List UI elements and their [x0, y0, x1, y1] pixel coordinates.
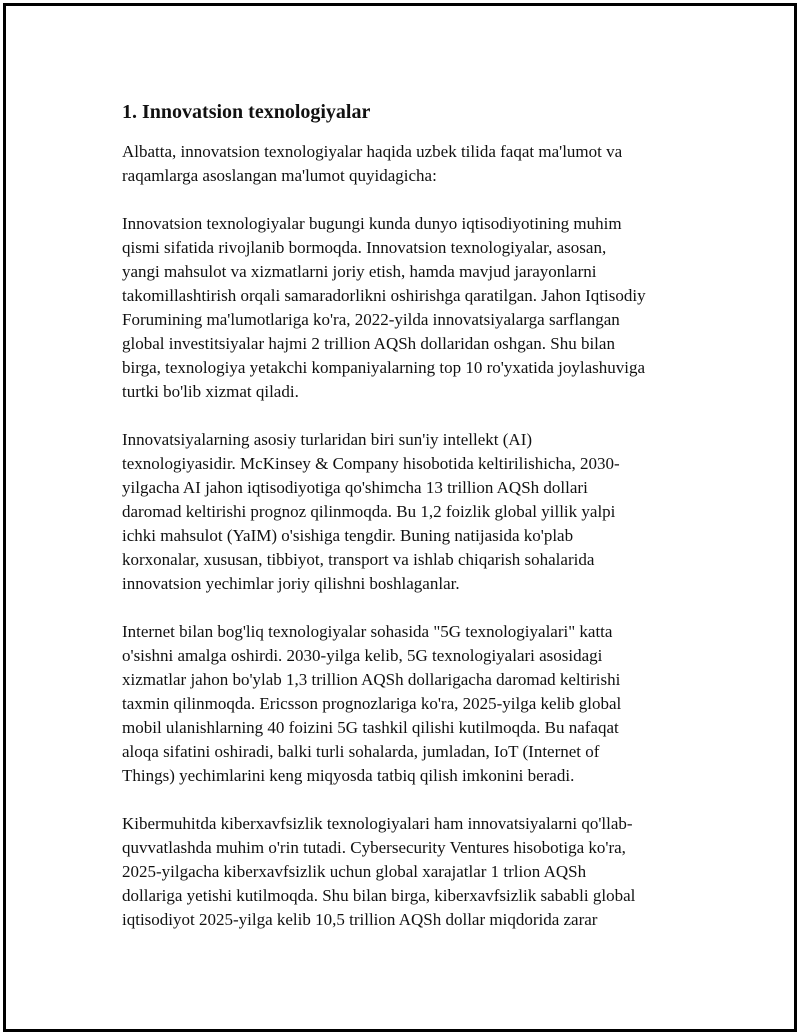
text-line: ichki mahsulot (YaIM) o'sishiga tengdir. Buning natijasida ko'plab — [122, 526, 574, 545]
section-heading: 1. Innovatsion texnologiyalar — [122, 101, 371, 123]
text-line: daromad keltirishi prognoz qilinmoqda. Bu 1,2 foizlik global yillik yalpi — [122, 502, 616, 521]
text-line: aloqa sifatini oshiradi, balki turli sohalarda, jumladan, IoT (Internet of — [122, 742, 600, 761]
paragraph-overview — [122, 212, 702, 404]
text-line: yangi mahsulot va xizmatlarni joriy etish, hamda mavjud jarayonlarni — [122, 262, 597, 281]
text-line: Innovatsiyalarning asosiy turlaridan biri sun'iy intellekt (AI) — [122, 430, 533, 449]
text-line: Albatta, innovatsion texnologiyalar haqida uzbek tilida faqat ma'lumot va — [122, 142, 623, 161]
text-line: Kibermuhitda kiberxavfsizlik texnologiyalari ham innovatsiyalarni qo'llab- — [122, 814, 633, 833]
text-line: 2025-yilgacha kiberxavfsizlik uchun global xarajatlar 1 trlion AQSh — [122, 862, 587, 881]
text-line: o'sishni amalga oshirdi. 2030-yilga kelib, 5G texnologiyalari asosidagi — [122, 646, 603, 665]
text-line: texnologiyasidir. McKinsey & Company hisobotida keltirilishicha, 2030- — [122, 454, 620, 473]
text-line: quvvatlashda muhim o'rin tutadi. Cybersecurity Ventures hisobotiga ko'ra, — [122, 838, 626, 857]
paragraph-5g — [122, 620, 702, 788]
text-line: takomillashtirish orqali samaradorlikni oshirishga qaratilgan. Jahon Iqtisodiy — [122, 286, 646, 305]
text-line: birga, texnologiya yetakchi kompaniyalarning top 10 ro'yxatida joylashuviga — [122, 358, 646, 377]
text-line: Things) yechimlarini keng miqyosda tatbiq qilish imkonini beradi. — [122, 766, 575, 785]
document-content — [122, 98, 702, 956]
text-line: global investitsiyalar hajmi 2 trillion AQSh dollaridan oshgan. Shu bilan — [122, 334, 615, 353]
text-line: qismi sifatida rivojlanib bormoqda. Innovatsion texnologiyalar, asosan, — [122, 238, 607, 257]
text-line: iqtisodiyot 2025-yilga kelib 10,5 trillion AQSh dollar miqdorida zarar — [122, 910, 598, 929]
text-line: xizmatlar jahon bo'ylab 1,3 trillion AQSh dollarigacha daromad keltirishi — [122, 670, 621, 689]
paragraph-cybersecurity — [122, 812, 702, 932]
text-line: Internet bilan bog'liq texnologiyalar sohasida "5G texnologiyalari" katta — [122, 622, 613, 641]
text-line: Forumining ma'lumotlariga ko'ra, 2022-yilda innovatsiyalarga sarflangan — [122, 310, 620, 329]
text-line: mobil ulanishlarning 40 foizini 5G tashkil qilishi kutilmoqda. Bu nafaqat — [122, 718, 619, 737]
text-line: korxonalar, xususan, tibbiyot, transport va ishlab chiqarish sohalarida — [122, 550, 595, 569]
document-page — [3, 3, 797, 1032]
text-line: Innovatsion texnologiyalar bugungi kunda dunyo iqtisodiyotining muhim — [122, 214, 622, 233]
text-line: innovatsion yechimlar joriy qilishni boshlaganlar. — [122, 574, 460, 593]
text-line: raqamlarga asoslangan ma'lumot quyidagicha: — [122, 166, 437, 185]
paragraph-intro — [122, 140, 702, 188]
paragraph-ai — [122, 428, 702, 596]
text-line: turtki bo'lib xizmat qiladi. — [122, 382, 299, 401]
text-line: yilgacha AI jahon iqtisodiyotiga qo'shimcha 13 trillion AQSh dollari — [122, 478, 588, 497]
text-line: taxmin qilinmoqda. Ericsson prognozlariga ko'ra, 2025-yilga kelib global — [122, 694, 622, 713]
text-line: dollariga yetishi kutilmoqda. Shu bilan birga, kiberxavfsizlik sababli global — [122, 886, 636, 905]
